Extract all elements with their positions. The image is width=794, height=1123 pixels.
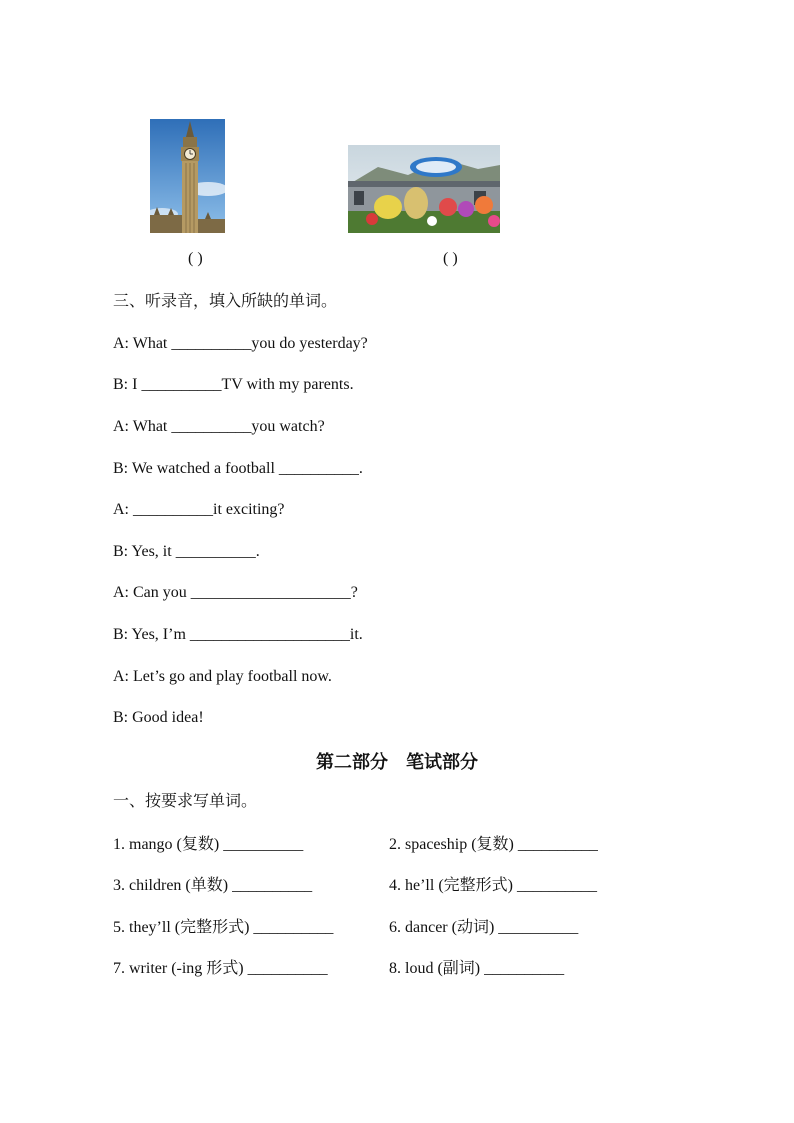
- dialogue-line: A: What __________you watch?: [113, 418, 325, 435]
- exercise-item: 8. loud (副词) __________: [389, 960, 565, 977]
- section-3-title: 三、听录音，填入所缺的单词。: [113, 293, 338, 310]
- dialogue-line: B: Yes, I’m ____________________it.: [113, 626, 363, 643]
- dialogue-line: A: __________it exciting?: [113, 501, 285, 518]
- exercise-item: 5. they’ll (完整形式) __________: [113, 919, 334, 936]
- answer-blank-2: ( ): [443, 250, 458, 267]
- ocean-park-image: [348, 145, 500, 233]
- section-1-title: 一、按要求写单词。: [113, 793, 258, 810]
- exercise-item: 6. dancer (动词) __________: [389, 919, 579, 936]
- dialogue-line: B: We watched a football __________.: [113, 460, 363, 477]
- exercise-item: 1. mango (复数) __________: [113, 836, 304, 853]
- part-2-title: 第二部分 笔试部分: [316, 752, 478, 773]
- exercise-item: 3. children (单数) __________: [113, 877, 313, 894]
- dialogue-line: A: Can you ____________________?: [113, 584, 358, 601]
- dialogue-line: B: Good idea!: [113, 709, 204, 726]
- dialogue-line: B: I __________TV with my parents.: [113, 376, 354, 393]
- dialogue-line: A: Let’s go and play football now.: [113, 668, 332, 685]
- big-ben-image: [150, 119, 225, 233]
- exercise-item: 4. he’ll (完整形式) __________: [389, 877, 597, 894]
- exercise-item: 7. writer (-ing 形式) __________: [113, 960, 328, 977]
- exercise-item: 2. spaceship (复数) __________: [389, 836, 598, 853]
- dialogue-line: A: What __________you do yesterday?: [113, 335, 368, 352]
- answer-blank-1: ( ): [188, 250, 203, 267]
- dialogue-line: B: Yes, it __________.: [113, 543, 260, 560]
